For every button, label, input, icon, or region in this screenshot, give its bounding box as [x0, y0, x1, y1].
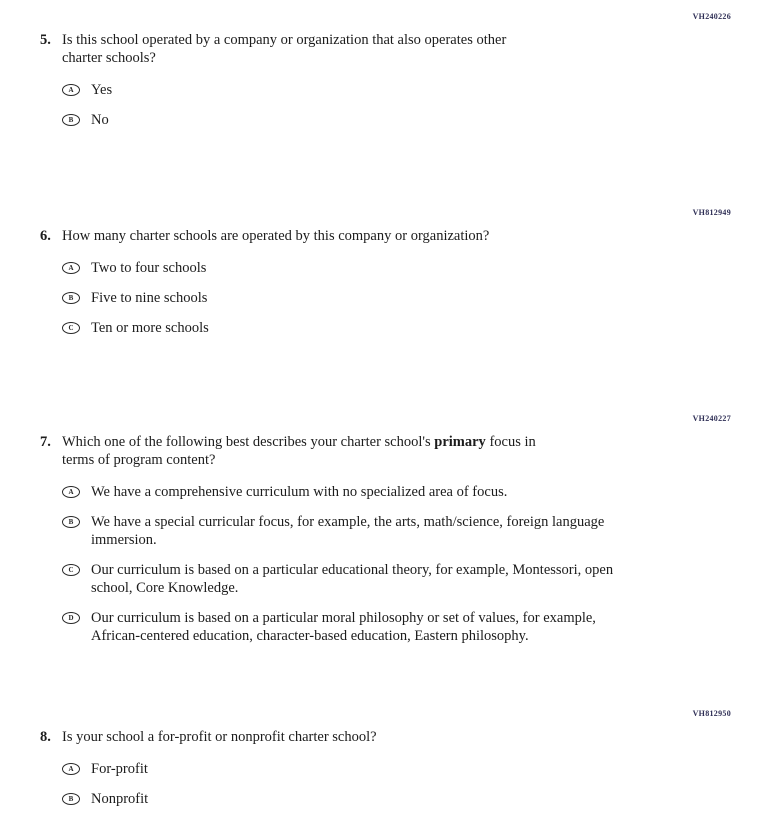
answer-bubble[interactable] — [62, 84, 80, 96]
answer-label-line: No — [91, 112, 109, 128]
answer-bubble[interactable] — [62, 114, 80, 126]
question-code: VH812949 — [692, 208, 731, 217]
answer-label-line: Our curriculum is based on a particular moral philosophy or set of values, for example, — [91, 610, 596, 626]
question-row — [0, 412, 759, 469]
bubble-letter: A — [68, 764, 74, 773]
question-text-segment: Which one of the following best describes your charter school's — [62, 434, 435, 450]
answer-bubble[interactable] — [62, 262, 80, 274]
answer-label — [91, 760, 148, 778]
answer-label-line: Ten or more schools — [91, 320, 209, 336]
answer-label — [91, 111, 109, 129]
answer-option — [62, 609, 759, 645]
question-row — [0, 10, 759, 67]
answer-bubble[interactable] — [62, 612, 80, 624]
answer-bubble[interactable] — [62, 793, 80, 805]
answer-label — [91, 319, 209, 337]
bubble-letter: A — [68, 263, 74, 272]
question-text-line — [62, 433, 536, 451]
question-number: 5. — [40, 32, 51, 48]
answer-option — [62, 111, 759, 129]
answer-label-line: African-centered education, character-based education, Eastern philosophy. — [91, 628, 529, 644]
question-code: VH240226 — [692, 12, 731, 21]
answer-bubble[interactable] — [62, 322, 80, 334]
answer-options — [0, 259, 759, 337]
question-text — [62, 728, 377, 746]
bubble-letter: B — [68, 517, 74, 526]
question-text-line: terms of program content? — [62, 452, 216, 468]
bubble-letter: B — [68, 115, 74, 124]
answer-label-line: For-profit — [91, 761, 148, 777]
answer-label — [91, 81, 112, 99]
answer-option — [62, 561, 759, 597]
bubble-letter: C — [68, 565, 74, 574]
answer-label-line: Yes — [91, 82, 113, 98]
answer-label-line: Two to four schools — [91, 260, 207, 276]
question-number: 6. — [40, 228, 51, 244]
answer-option — [62, 760, 759, 778]
bubble-letter: D — [68, 613, 74, 622]
answer-label-line: Five to nine schools — [91, 290, 208, 306]
question-row — [0, 707, 759, 746]
answer-options — [0, 483, 759, 645]
answer-label — [91, 609, 596, 645]
bubble-letter: B — [68, 293, 74, 302]
question-text-line: Is your school a for-profit or nonprofit charter school? — [62, 729, 377, 745]
question-code: VH240227 — [692, 414, 731, 423]
bubble-letter: B — [68, 794, 74, 803]
answer-bubble[interactable] — [62, 292, 80, 304]
answer-label-line: Our curriculum is based on a particular educational theory, for example, Montessori, open — [91, 562, 614, 578]
question-text-line: charter schools? — [62, 50, 156, 66]
question-number: 8. — [40, 729, 51, 745]
bubble-letter: A — [68, 487, 74, 496]
question-text-segment: focus in — [485, 434, 536, 450]
question-text-line: How many charter schools are operated by this company or organization? — [62, 228, 490, 244]
answer-bubble[interactable] — [62, 763, 80, 775]
answer-option — [62, 81, 759, 99]
answer-label-line: We have a special curricular focus, for example, the arts, math/science, foreign language — [91, 514, 605, 530]
question-text-bold: primary — [434, 434, 486, 450]
question-text — [62, 433, 536, 469]
answer-label-line: immersion. — [91, 532, 157, 548]
bubble-letter: A — [68, 85, 74, 94]
answer-label — [91, 561, 613, 597]
answer-option — [62, 319, 759, 337]
answer-label — [91, 790, 148, 808]
answer-label-line: Nonprofit — [91, 791, 149, 807]
answer-option — [62, 259, 759, 277]
question-number: 7. — [40, 434, 51, 450]
question-code: VH812950 — [692, 709, 731, 718]
answer-option — [62, 513, 759, 549]
question-5 — [0, 10, 759, 129]
answer-option — [62, 483, 759, 501]
bubble-letter: C — [68, 323, 74, 332]
answer-label — [91, 259, 206, 277]
answer-label-line: school, Core Knowledge. — [91, 580, 239, 596]
answer-label — [91, 513, 604, 549]
question-text — [62, 31, 506, 67]
question-8 — [0, 707, 759, 808]
question-row — [0, 206, 759, 245]
question-6 — [0, 206, 759, 337]
answer-options — [0, 760, 759, 808]
question-text — [62, 227, 489, 245]
question-text-line: Is this school operated by a company or organization that also operates other — [62, 32, 507, 48]
answer-option — [62, 790, 759, 808]
answer-options — [0, 81, 759, 129]
answer-bubble[interactable] — [62, 564, 80, 576]
answer-bubble[interactable] — [62, 516, 80, 528]
answer-label — [91, 289, 207, 307]
answer-option — [62, 289, 759, 307]
question-7 — [0, 412, 759, 645]
answer-bubble[interactable] — [62, 486, 80, 498]
answer-label — [91, 483, 507, 501]
answer-label-line: We have a comprehensive curriculum with no specialized area of focus. — [91, 484, 508, 500]
